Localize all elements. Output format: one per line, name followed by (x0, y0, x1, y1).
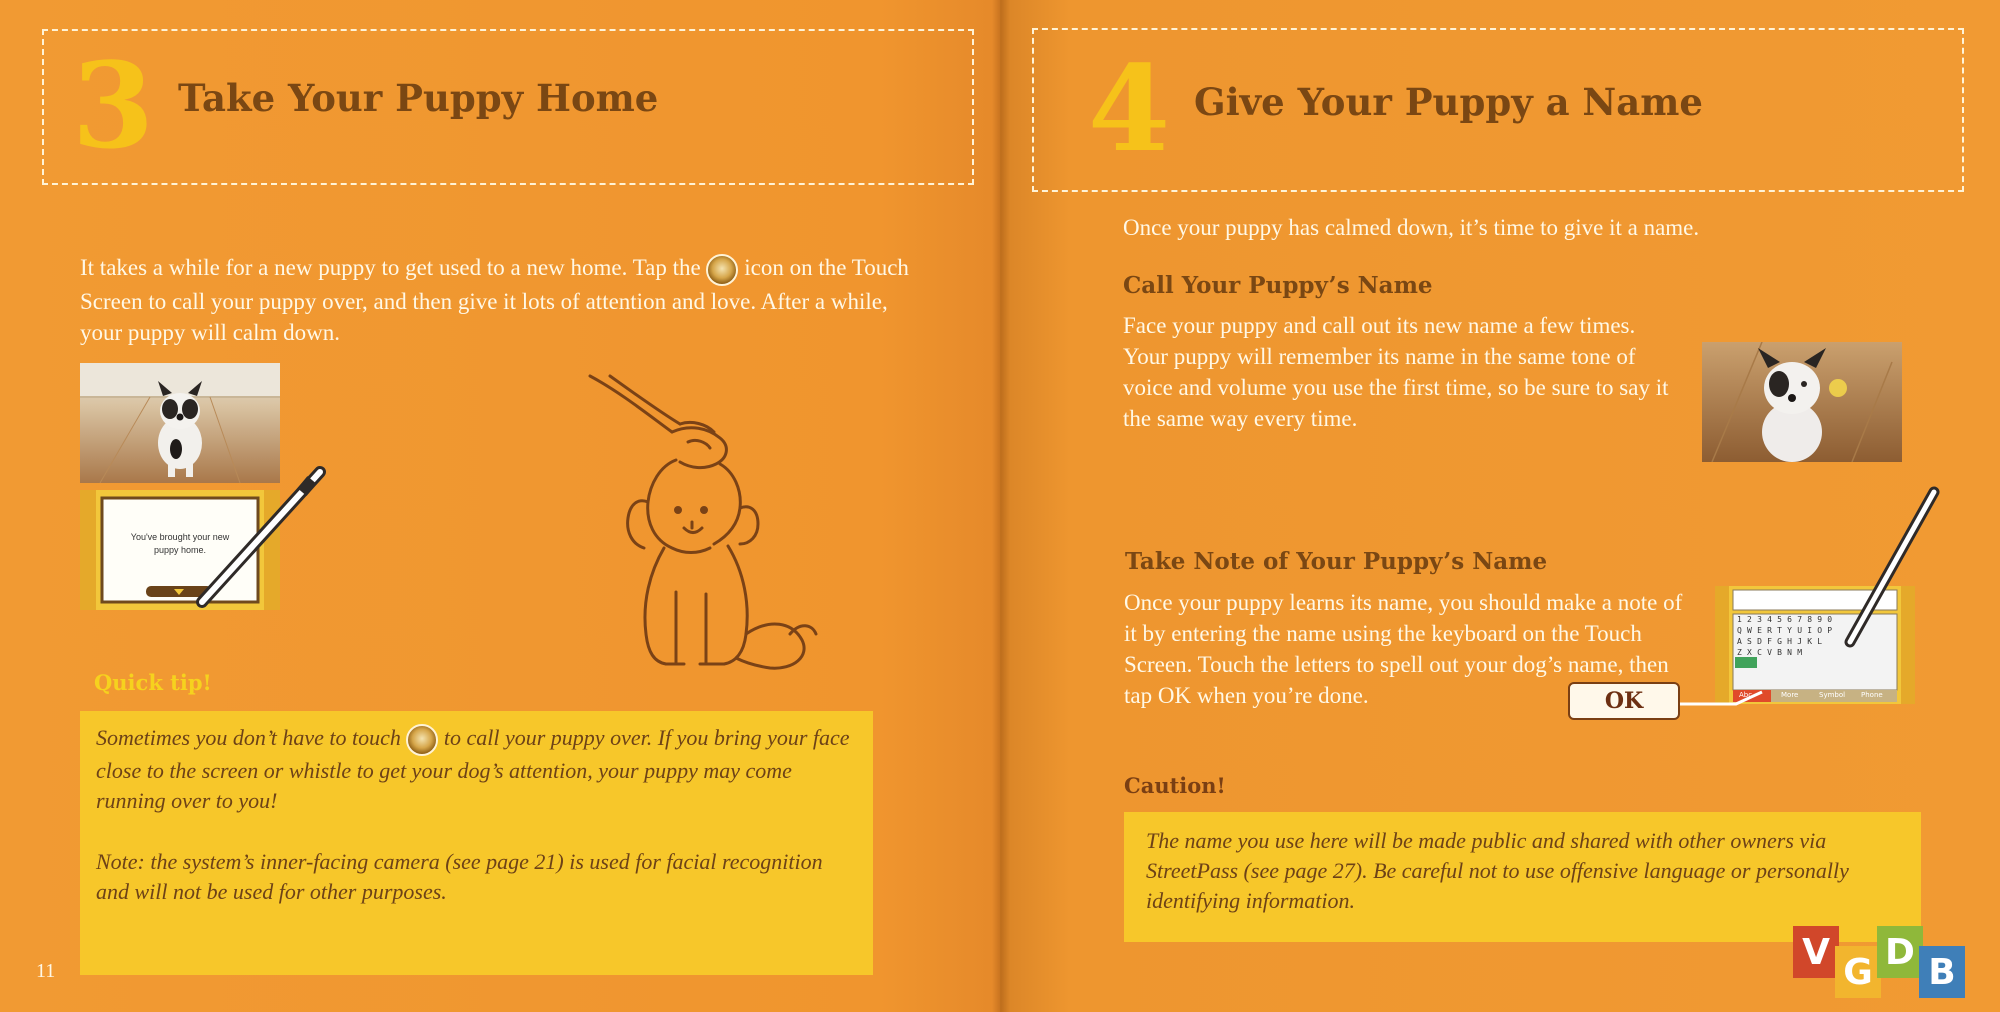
watermark-tile-b: B (1919, 946, 1965, 998)
keyboard-row-4[interactable]: Z X C V B N M (1737, 648, 1803, 657)
step-3-body: It takes a while for a new puppy to get used to a new home. Tap the icon on the Touch Screen to call your puppy over, and then give it lots of attention and love. After a while, your puppy will calm down. (80, 255, 909, 345)
step-4-intro: Once your puppy has calmed down, it’s time to give it a name. (1123, 215, 1700, 240)
watermark-tile-v: V (1793, 926, 1839, 978)
take-note-body: Once your puppy learns its name, you should make a note of it by entering the name using the keyboard on the Touch Screen. Touch the letters to spell out your dog’s name, then tap OK when you’re done. (1124, 590, 1683, 708)
step-4-title: Give Your Puppy a Name (1194, 80, 1703, 124)
step-3-title: Take Your Puppy Home (178, 76, 659, 120)
watermark-tile-g: G (1835, 946, 1881, 998)
touch-screen-message: You've brought your new puppy home. (130, 532, 230, 555)
caution-box (1124, 812, 1921, 942)
keyboard-tab-symbol[interactable]: Symbol (1819, 691, 1846, 699)
keyboard-row-2[interactable]: Q W E R T Y U I O P (1737, 626, 1833, 635)
caution-label: Caution! (1124, 773, 1226, 798)
page-number: 11 (36, 960, 56, 982)
ok-callout-connector (1676, 690, 1766, 720)
quick-tip-box (80, 711, 873, 975)
quick-tip-text: Sometimes you don’t have to touch to call your puppy over. If you bring your face close to the screen or whistle to get your dog’s attention, your puppy may come running over to you! (96, 725, 850, 813)
book-spine (992, 0, 1010, 1012)
puppy-listening-photo (1702, 342, 1902, 462)
quick-tip-label: Quick tip! (94, 670, 212, 695)
call-puppy-icon-small (406, 724, 438, 756)
step-3-number: 3 (72, 36, 155, 175)
right-page (1000, 0, 2000, 1012)
puppy-petting-drawing (580, 372, 860, 682)
take-note-heading: Take Note of Your Puppy’s Name (1125, 548, 1548, 575)
call-name-body: Face your puppy and call out its new name a few times. Your puppy will remember its name in the same tone of voice and volume you use the first time, so be sure to say it the same way every time. (1123, 313, 1669, 431)
call-puppy-icon (706, 254, 738, 286)
keyboard-row-3[interactable]: A S D F G H J K L (1737, 637, 1823, 646)
stylus-illustration (190, 462, 330, 612)
watermark-tile-d: D (1877, 926, 1923, 978)
call-name-heading: Call Your Puppy’s Name (1123, 272, 1433, 299)
keyboard-tab-phone[interactable]: Phone (1861, 691, 1883, 699)
caution-text: The name you use here will be made public and shared with other owners via StreetPass (see page 27). Be careful not to use offensive language or personally identifying information. (1146, 828, 1849, 913)
keyboard-tab-more[interactable]: More (1781, 691, 1799, 699)
keyboard-tab-abc[interactable]: Abc (1739, 691, 1753, 699)
stylus-keyboard-illustration (1838, 484, 1948, 654)
quick-tip-note: Note: the system’s inner-facing camera (see page 21) is used for facial recognition and will not be used for other purposes. (96, 849, 823, 904)
step-4-number: 4 (1088, 39, 1171, 178)
ok-callout-button[interactable]: OK (1568, 682, 1680, 720)
keyboard-row-1[interactable]: 1 2 3 4 5 6 7 8 9 0 (1737, 615, 1833, 624)
